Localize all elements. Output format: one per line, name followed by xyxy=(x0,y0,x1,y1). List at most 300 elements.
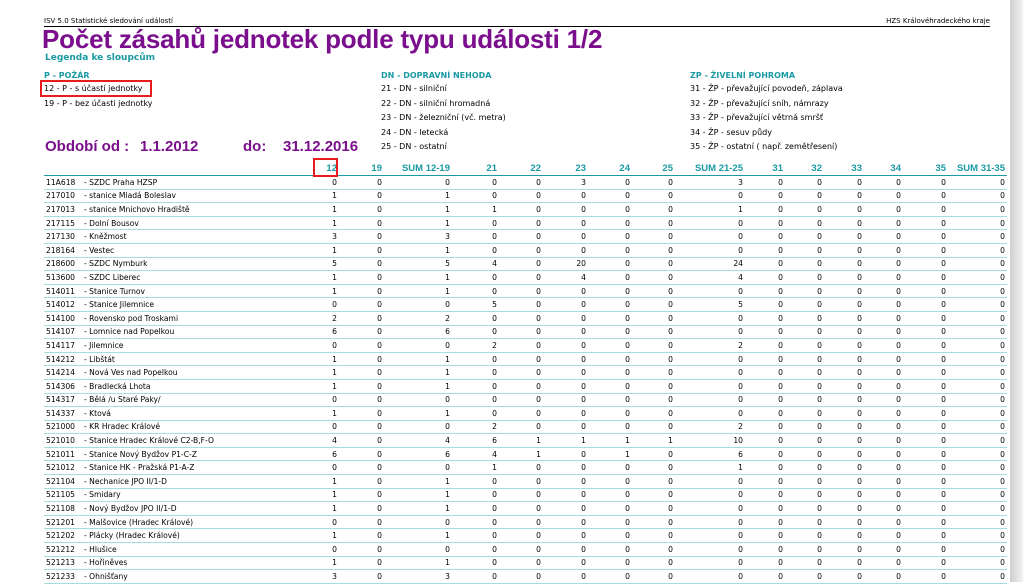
count-cell: 0 xyxy=(588,556,632,570)
count-cell: 0 xyxy=(339,176,384,190)
count-cell: 0 xyxy=(339,352,384,366)
count-cell: 0 xyxy=(675,189,745,203)
unit-code-cell: 217130 xyxy=(44,230,82,244)
count-cell: 1 xyxy=(384,502,452,516)
count-cell: 0 xyxy=(785,556,824,570)
count-cell: 0 xyxy=(745,189,785,203)
legend-heading: Legenda ke sloupcům xyxy=(45,53,156,63)
unit-code-cell: 521213 xyxy=(44,556,82,570)
unit-name-cell: - Nová Ves nad Popelkou xyxy=(82,366,297,380)
count-cell: 1 xyxy=(632,434,675,448)
unit-code-cell: 514012 xyxy=(44,298,82,312)
count-cell: 0 xyxy=(499,230,543,244)
count-cell: 0 xyxy=(499,556,543,570)
count-cell: 0 xyxy=(588,230,632,244)
count-cell: 0 xyxy=(632,475,675,489)
count-cell: 0 xyxy=(588,420,632,434)
count-cell: 1 xyxy=(675,461,745,475)
count-cell: 0 xyxy=(339,325,384,339)
period-from-label: Období od : xyxy=(45,138,130,155)
legend-fire-title: P - POŽÁR xyxy=(44,71,90,80)
count-cell: 0 xyxy=(675,515,745,529)
count-cell: 0 xyxy=(864,243,903,257)
count-cell: 3 xyxy=(384,230,452,244)
count-cell: 0 xyxy=(745,556,785,570)
count-cell: 4 xyxy=(384,434,452,448)
count-cell: 0 xyxy=(452,407,499,421)
count-cell: 0 xyxy=(745,298,785,312)
count-cell: 0 xyxy=(632,366,675,380)
count-cell: 0 xyxy=(948,447,1007,461)
count-cell: 0 xyxy=(543,420,588,434)
count-cell: 0 xyxy=(824,339,864,353)
unit-code-cell: 521010 xyxy=(44,434,82,448)
count-cell: 0 xyxy=(632,407,675,421)
table-row xyxy=(44,515,1007,529)
unit-code-cell: 521201 xyxy=(44,515,82,529)
count-cell: 1 xyxy=(297,475,339,489)
count-cell: 0 xyxy=(632,461,675,475)
count-cell: 0 xyxy=(543,366,588,380)
count-cell: 0 xyxy=(864,271,903,285)
count-cell: 0 xyxy=(499,339,543,353)
count-cell: 0 xyxy=(632,352,675,366)
unit-name-cell: - Rovensko pod Troskami xyxy=(82,311,297,325)
count-cell: 0 xyxy=(499,379,543,393)
count-cell: 0 xyxy=(452,529,499,543)
count-cell: 0 xyxy=(948,393,1007,407)
count-cell: 0 xyxy=(948,298,1007,312)
count-cell: 0 xyxy=(824,434,864,448)
count-cell: 0 xyxy=(864,379,903,393)
count-cell: 0 xyxy=(864,502,903,516)
count-cell: 0 xyxy=(903,298,948,312)
count-cell: 4 xyxy=(675,271,745,285)
count-cell: 4 xyxy=(452,257,499,271)
count-cell: 1 xyxy=(452,203,499,217)
count-cell: 0 xyxy=(452,352,499,366)
page-shadow xyxy=(1010,0,1023,582)
legend-natural-title: ZP - ŽIVELNÍ POHROMA xyxy=(690,71,796,80)
count-cell: 0 xyxy=(452,366,499,380)
count-cell: 0 xyxy=(948,311,1007,325)
count-cell: 5 xyxy=(452,298,499,312)
count-cell: 3 xyxy=(384,570,452,584)
table-row xyxy=(44,339,1007,353)
count-cell: 0 xyxy=(903,475,948,489)
period-from-value: 1.1.2012 xyxy=(140,138,199,155)
count-cell: 0 xyxy=(675,352,745,366)
count-cell: 0 xyxy=(632,271,675,285)
column-header xyxy=(82,162,297,176)
count-cell: 0 xyxy=(452,216,499,230)
count-cell: 2 xyxy=(452,420,499,434)
table-row xyxy=(44,325,1007,339)
legend-item: 34 - ŽP - sesuv půdy xyxy=(690,127,772,137)
count-cell: 1 xyxy=(297,556,339,570)
unit-name-cell: - Jilemnice xyxy=(82,339,297,353)
count-cell: 0 xyxy=(588,311,632,325)
count-cell: 0 xyxy=(745,407,785,421)
count-cell: 1 xyxy=(384,556,452,570)
count-cell: 1 xyxy=(297,216,339,230)
count-cell: 0 xyxy=(588,189,632,203)
unit-code-cell: 514214 xyxy=(44,366,82,380)
count-cell: 0 xyxy=(588,339,632,353)
count-cell: 1 xyxy=(543,434,588,448)
table-row xyxy=(44,570,1007,584)
count-cell: 0 xyxy=(745,339,785,353)
count-cell: 0 xyxy=(543,556,588,570)
count-cell: 0 xyxy=(452,284,499,298)
count-cell: 0 xyxy=(297,461,339,475)
count-cell: 1 xyxy=(297,243,339,257)
unit-code-cell: 11A618 xyxy=(44,176,82,190)
count-cell: 0 xyxy=(588,257,632,271)
count-cell: 3 xyxy=(297,570,339,584)
unit-code-cell: 514317 xyxy=(44,393,82,407)
count-cell: 0 xyxy=(499,543,543,557)
count-cell: 0 xyxy=(785,339,824,353)
count-cell: 6 xyxy=(384,447,452,461)
count-cell: 0 xyxy=(384,515,452,529)
count-cell: 1 xyxy=(297,407,339,421)
count-cell: 0 xyxy=(543,502,588,516)
count-cell: 0 xyxy=(785,475,824,489)
unit-code-cell: 514011 xyxy=(44,284,82,298)
unit-name-cell: - Plácky (Hradec Králové) xyxy=(82,529,297,543)
count-cell: 0 xyxy=(948,216,1007,230)
count-cell: 0 xyxy=(452,243,499,257)
count-cell: 0 xyxy=(588,176,632,190)
count-cell: 0 xyxy=(745,461,785,475)
column-header: 23 xyxy=(543,162,588,176)
count-cell: 1 xyxy=(384,203,452,217)
unit-name-cell: - SZDC Praha HZSP xyxy=(82,176,297,190)
count-cell: 0 xyxy=(785,420,824,434)
count-cell: 0 xyxy=(499,366,543,380)
count-cell: 0 xyxy=(339,216,384,230)
count-cell: 0 xyxy=(339,366,384,380)
count-cell: 1 xyxy=(588,447,632,461)
count-cell: 0 xyxy=(785,379,824,393)
count-cell: 0 xyxy=(452,515,499,529)
column-header: 35 xyxy=(903,162,948,176)
count-cell: 0 xyxy=(864,515,903,529)
count-cell: 2 xyxy=(675,339,745,353)
count-cell: 0 xyxy=(745,257,785,271)
count-cell: 0 xyxy=(675,543,745,557)
count-cell: 0 xyxy=(745,230,785,244)
count-cell: 0 xyxy=(339,298,384,312)
table-row xyxy=(44,434,1007,448)
count-cell: 0 xyxy=(588,352,632,366)
table-row xyxy=(44,352,1007,366)
count-cell: 0 xyxy=(675,407,745,421)
unit-name-cell: - Libštát xyxy=(82,352,297,366)
legend-item: 35 - ŽP - ostatní ( např. zemětřesení) xyxy=(690,142,838,151)
count-cell: 0 xyxy=(745,379,785,393)
count-cell: 0 xyxy=(903,543,948,557)
count-cell: 0 xyxy=(339,339,384,353)
count-cell: 0 xyxy=(745,570,785,584)
count-cell: 0 xyxy=(785,515,824,529)
count-cell: 0 xyxy=(499,407,543,421)
count-cell: 1 xyxy=(384,366,452,380)
count-cell: 1 xyxy=(384,284,452,298)
column-header: 19 xyxy=(339,162,384,176)
count-cell: 0 xyxy=(824,529,864,543)
count-cell: 0 xyxy=(452,271,499,285)
unit-code-cell: 217115 xyxy=(44,216,82,230)
count-cell: 0 xyxy=(499,325,543,339)
count-cell: 0 xyxy=(588,271,632,285)
count-cell: 0 xyxy=(948,434,1007,448)
count-cell: 0 xyxy=(499,570,543,584)
count-cell: 0 xyxy=(864,529,903,543)
count-cell: 3 xyxy=(297,230,339,244)
count-cell: 0 xyxy=(675,243,745,257)
count-cell: 0 xyxy=(785,298,824,312)
count-cell: 0 xyxy=(339,515,384,529)
count-cell: 0 xyxy=(499,393,543,407)
count-cell: 0 xyxy=(452,475,499,489)
count-cell: 0 xyxy=(632,298,675,312)
count-cell: 0 xyxy=(785,230,824,244)
count-cell: 0 xyxy=(675,216,745,230)
count-cell: 0 xyxy=(824,393,864,407)
column-header: 24 xyxy=(588,162,632,176)
count-cell: 0 xyxy=(864,556,903,570)
count-cell: 0 xyxy=(824,298,864,312)
count-cell: 0 xyxy=(499,216,543,230)
count-cell: 0 xyxy=(948,257,1007,271)
period-to-label: do: xyxy=(243,138,267,155)
count-cell: 0 xyxy=(745,529,785,543)
table-row xyxy=(44,271,1007,285)
count-cell: 0 xyxy=(903,393,948,407)
count-cell: 1 xyxy=(384,407,452,421)
count-cell: 0 xyxy=(339,393,384,407)
count-cell: 0 xyxy=(339,407,384,421)
column-header xyxy=(44,162,82,176)
legend-item: 31 - ŽP - převažující povodeň, záplava xyxy=(690,84,843,93)
unit-name-cell: - SZDC Liberec xyxy=(82,271,297,285)
count-cell: 0 xyxy=(452,556,499,570)
count-cell: 0 xyxy=(297,393,339,407)
count-cell: 0 xyxy=(499,311,543,325)
count-cell: 0 xyxy=(543,339,588,353)
unit-name-cell: - stanice Mnichovo Hradiště xyxy=(82,203,297,217)
count-cell: 0 xyxy=(675,311,745,325)
count-cell: 0 xyxy=(745,311,785,325)
count-cell: 0 xyxy=(632,420,675,434)
column-header: SUM 31-35 xyxy=(948,162,1007,176)
count-cell: 0 xyxy=(948,203,1007,217)
count-cell: 0 xyxy=(785,311,824,325)
unit-code-cell: 514337 xyxy=(44,407,82,421)
count-cell: 0 xyxy=(339,570,384,584)
unit-code-cell: 521233 xyxy=(44,570,82,584)
count-cell: 0 xyxy=(948,488,1007,502)
count-cell: 0 xyxy=(297,543,339,557)
count-cell: 0 xyxy=(864,284,903,298)
count-cell: 0 xyxy=(543,488,588,502)
table-row xyxy=(44,556,1007,570)
count-cell: 1 xyxy=(384,243,452,257)
count-cell: 0 xyxy=(452,379,499,393)
count-cell: 0 xyxy=(543,311,588,325)
count-cell: 0 xyxy=(745,176,785,190)
count-cell: 0 xyxy=(632,257,675,271)
count-cell: 0 xyxy=(864,230,903,244)
count-cell: 0 xyxy=(745,447,785,461)
count-cell: 0 xyxy=(864,311,903,325)
legend-item: 24 - DN - letecká xyxy=(381,127,449,137)
count-cell: 6 xyxy=(452,434,499,448)
count-cell: 0 xyxy=(824,366,864,380)
count-cell: 0 xyxy=(675,529,745,543)
count-cell: 0 xyxy=(785,434,824,448)
count-cell: 0 xyxy=(339,475,384,489)
count-cell: 0 xyxy=(588,298,632,312)
count-cell: 0 xyxy=(824,556,864,570)
count-cell: 0 xyxy=(948,475,1007,489)
count-cell: 0 xyxy=(499,529,543,543)
table-row xyxy=(44,189,1007,203)
table-row xyxy=(44,216,1007,230)
count-cell: 0 xyxy=(824,543,864,557)
table-row xyxy=(44,393,1007,407)
count-cell: 3 xyxy=(675,176,745,190)
count-cell: 0 xyxy=(339,311,384,325)
count-cell: 0 xyxy=(543,475,588,489)
unit-name-cell: - Bradlecká Lhota xyxy=(82,379,297,393)
count-cell: 0 xyxy=(864,447,903,461)
count-cell: 0 xyxy=(384,176,452,190)
count-cell: 0 xyxy=(824,230,864,244)
count-cell: 0 xyxy=(297,515,339,529)
count-cell: 0 xyxy=(543,216,588,230)
count-cell: 3 xyxy=(543,176,588,190)
count-cell: 0 xyxy=(745,502,785,516)
count-cell: 0 xyxy=(297,298,339,312)
count-cell: 0 xyxy=(499,284,543,298)
column-header: 25 xyxy=(632,162,675,176)
count-cell: 0 xyxy=(745,475,785,489)
unit-name-cell: - Stanice Turnov xyxy=(82,284,297,298)
count-cell: 0 xyxy=(785,216,824,230)
count-cell: 0 xyxy=(543,393,588,407)
count-cell: 0 xyxy=(543,230,588,244)
count-cell: 0 xyxy=(632,543,675,557)
count-cell: 0 xyxy=(632,216,675,230)
count-cell: 0 xyxy=(499,515,543,529)
count-cell: 0 xyxy=(588,488,632,502)
count-cell: 0 xyxy=(864,366,903,380)
count-cell: 0 xyxy=(339,461,384,475)
legend-item: 23 - DN - železniční (vč. metra) xyxy=(381,113,506,122)
count-cell: 0 xyxy=(675,475,745,489)
count-cell: 0 xyxy=(864,339,903,353)
count-cell: 0 xyxy=(903,447,948,461)
table-row xyxy=(44,488,1007,502)
count-cell: 0 xyxy=(384,393,452,407)
count-cell: 0 xyxy=(824,243,864,257)
count-cell: 0 xyxy=(948,570,1007,584)
unit-code-cell: 218164 xyxy=(44,243,82,257)
count-cell: 0 xyxy=(864,543,903,557)
count-cell: 0 xyxy=(824,461,864,475)
table-row xyxy=(44,257,1007,271)
unit-code-cell: 521011 xyxy=(44,447,82,461)
unit-code-cell: 217013 xyxy=(44,203,82,217)
count-cell: 0 xyxy=(499,176,543,190)
table-row xyxy=(44,447,1007,461)
table-row xyxy=(44,461,1007,475)
count-cell: 0 xyxy=(384,461,452,475)
count-cell: 0 xyxy=(785,447,824,461)
count-cell: 0 xyxy=(339,488,384,502)
count-cell: 0 xyxy=(588,216,632,230)
legend-traffic xyxy=(381,71,506,155)
legend-traffic-title: DN - DOPRAVNÍ NEHODA xyxy=(381,71,492,80)
count-cell: 0 xyxy=(632,393,675,407)
count-cell: 0 xyxy=(499,352,543,366)
unit-code-cell: 514100 xyxy=(44,311,82,325)
count-cell: 0 xyxy=(745,366,785,380)
unit-name-cell: - Stanice Nový Bydžov P1-C-Z xyxy=(82,447,297,461)
count-cell: 0 xyxy=(745,352,785,366)
unit-name-cell: - Dolní Bousov xyxy=(82,216,297,230)
count-cell: 0 xyxy=(864,488,903,502)
count-cell: 10 xyxy=(675,434,745,448)
count-cell: 0 xyxy=(588,529,632,543)
count-cell: 0 xyxy=(452,230,499,244)
count-cell: 0 xyxy=(824,379,864,393)
count-cell: 0 xyxy=(903,284,948,298)
count-cell: 0 xyxy=(675,570,745,584)
count-cell: 4 xyxy=(452,447,499,461)
count-cell: 0 xyxy=(588,475,632,489)
count-cell: 1 xyxy=(297,271,339,285)
unit-name-cell: - KR Hradec Králové xyxy=(82,420,297,434)
unit-name-cell: - Lomnice nad Popelkou xyxy=(82,325,297,339)
count-cell: 0 xyxy=(297,420,339,434)
unit-name-cell: - Hlušice xyxy=(82,543,297,557)
table-row xyxy=(44,543,1007,557)
count-cell: 0 xyxy=(745,515,785,529)
count-cell: 0 xyxy=(297,176,339,190)
count-cell: 0 xyxy=(339,243,384,257)
count-cell: 0 xyxy=(864,176,903,190)
column-header: 32 xyxy=(785,162,824,176)
header-system: ISV 5.0 Statistické sledování událostí xyxy=(44,17,173,25)
count-cell: 0 xyxy=(675,556,745,570)
count-cell: 0 xyxy=(588,543,632,557)
count-cell: 0 xyxy=(785,176,824,190)
count-cell: 1 xyxy=(384,529,452,543)
count-cell: 0 xyxy=(824,311,864,325)
table-row xyxy=(44,407,1007,421)
count-cell: 0 xyxy=(903,325,948,339)
column-header: 22 xyxy=(499,162,543,176)
count-cell: 0 xyxy=(824,189,864,203)
count-cell: 0 xyxy=(785,393,824,407)
count-cell: 1 xyxy=(384,379,452,393)
count-cell: 1 xyxy=(588,434,632,448)
count-cell: 0 xyxy=(632,311,675,325)
